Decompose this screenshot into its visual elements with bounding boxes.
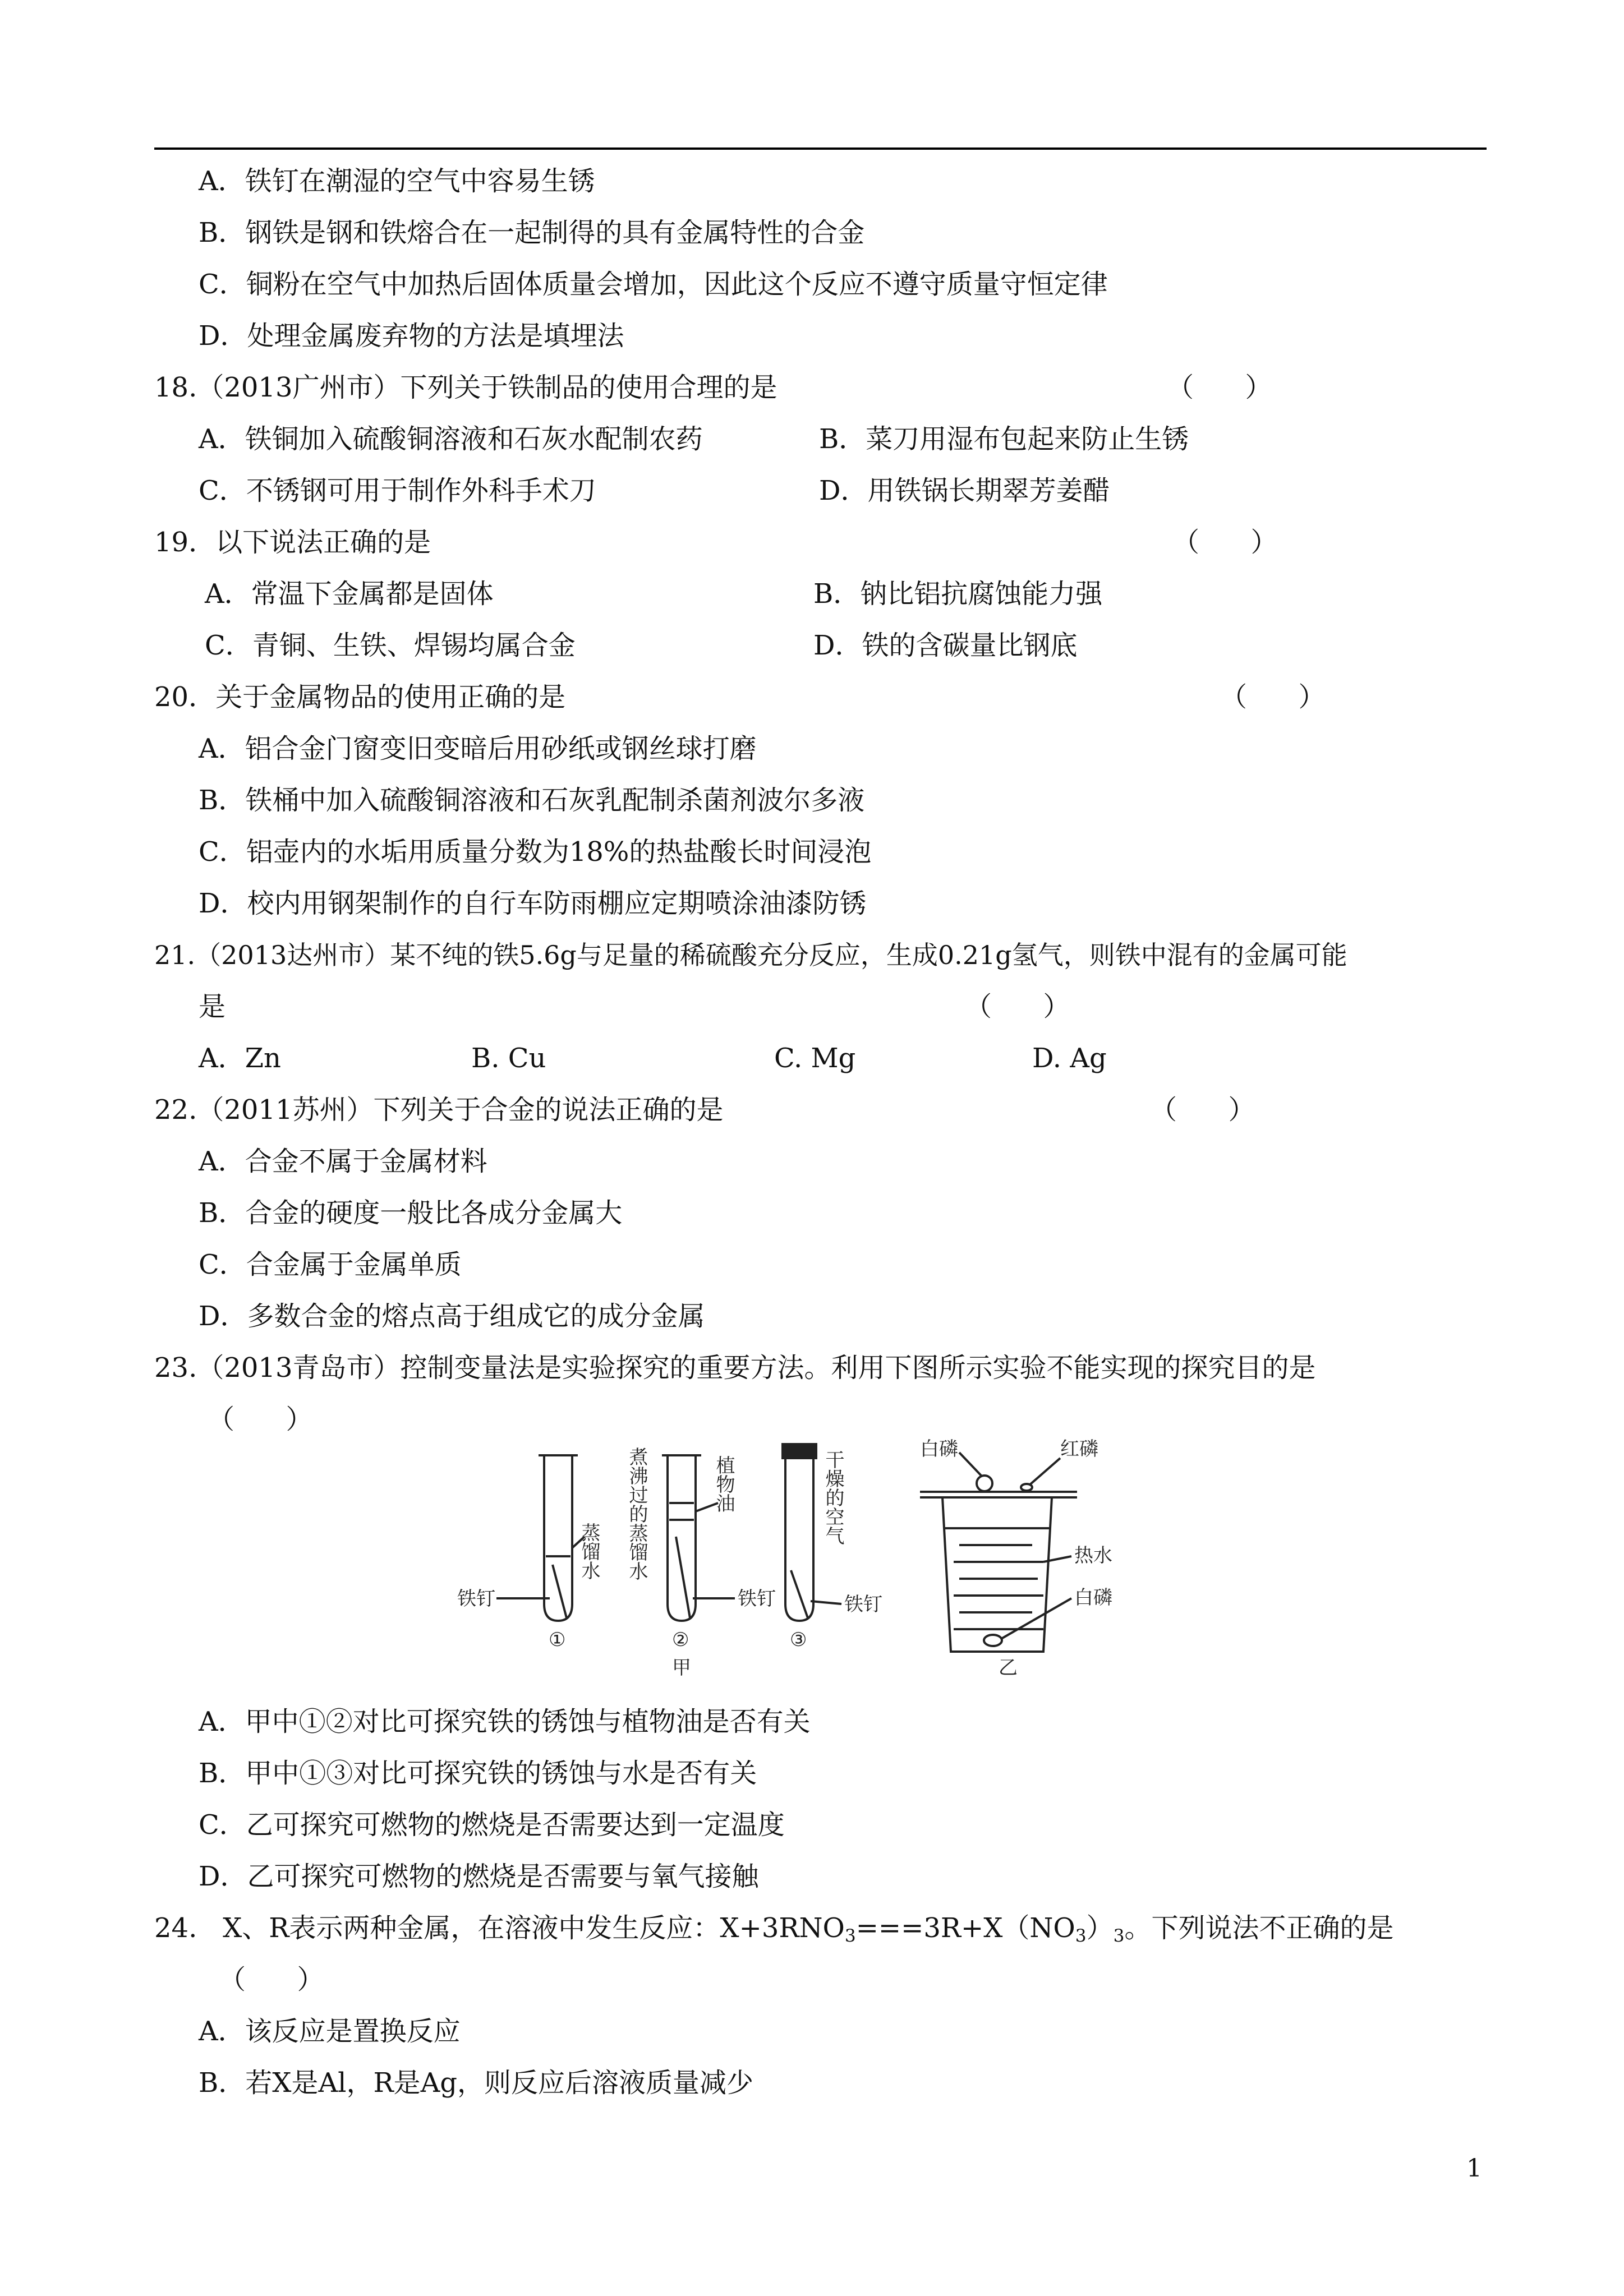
q18-option-a: A．铁铜加入硫酸铜溶液和石灰水配制农药 xyxy=(199,423,703,455)
q17-option-d: D．处理金属废弃物的方法是填埋法 xyxy=(199,320,624,352)
q23-option-c: C．乙可探究可燃物的燃烧是否需要达到一定温度 xyxy=(199,1809,785,1841)
q22-option-d: D．多数合金的熔点高于组成它的成分金属 xyxy=(199,1301,705,1332)
q21-stem-continued: 是 xyxy=(199,991,226,1022)
q17-option-b: B．钢铁是钢和铁熔合在一起制得的具有金属特性的合金 xyxy=(199,217,865,248)
q24-answer-paren: （ ） xyxy=(219,1964,324,1995)
q19-answer-paren: （ ） xyxy=(1172,527,1278,558)
q20-option-b: B．铁桶中加入硫酸铜溶液和石灰乳配制杀菌剂波尔多液 xyxy=(199,785,865,816)
q22-stem: 22.（2011苏州）下列关于合金的说法正确的是 xyxy=(154,1094,724,1126)
q20-answer-paren: （ ） xyxy=(1220,681,1326,713)
q18-option-b: B．菜刀用湿布包起来防止生锈 xyxy=(819,423,1189,455)
white-phosphorus-label-top: 白磷 xyxy=(920,1438,958,1460)
q17-option-c: C．铜粉在空气中加热后固体质量会增加，因此这个反应不遵守质量守恒定律 xyxy=(199,269,1108,300)
q22-answer-paren: （ ） xyxy=(1150,1094,1255,1126)
header-rule xyxy=(154,147,1487,150)
tube3-nail-label: 铁钉 xyxy=(844,1593,882,1616)
white-phosphorus-label-bottom: 白磷 xyxy=(1074,1587,1112,1609)
tube2-nail-label: 铁钉 xyxy=(738,1588,776,1610)
q20-option-c: C．铝壶内的水垢用质量分数为18%的热盐酸长时间浸泡 xyxy=(199,836,872,868)
q22-option-c: C．合金属于金属单质 xyxy=(199,1249,462,1280)
caption-jia: 甲 xyxy=(672,1657,691,1677)
red-phosphorus-label: 红磷 xyxy=(1060,1438,1098,1460)
q21-option-c: C. Mg xyxy=(774,1043,856,1074)
q19-option-d: D．铁的含碳量比钢底 xyxy=(813,630,1078,661)
tube1-liquid-label: 蒸馏水 xyxy=(578,1523,600,1580)
tube2-liquid-label: 煮沸过的蒸馏水 xyxy=(625,1447,648,1580)
q24-option-b: B．若X是Al，R是Ag，则反应后溶液质量减少 xyxy=(199,2067,753,2099)
iron-nail-3 xyxy=(791,1570,808,1618)
tube3-number: ③ xyxy=(790,1629,807,1651)
q18-option-c: C．不锈钢可用于制作外科手术刀 xyxy=(199,475,596,506)
q19-option-b: B．钠比铝抗腐蚀能力强 xyxy=(813,578,1103,610)
iron-nail-1 xyxy=(553,1565,567,1618)
q18-option-d: D．用铁锅长期翠芳姜醋 xyxy=(819,475,1110,506)
test-tube-2 xyxy=(668,1455,696,1621)
q23-option-a: A．甲中①②对比可探究铁的锈蚀与植物油是否有关 xyxy=(199,1706,811,1737)
q17-option-a: A．铁钉在潮湿的空气中容易生锈 xyxy=(199,165,595,197)
page-number: 1 xyxy=(1466,2154,1482,2183)
q23-stem: 23.（2013青岛市）控制变量法是实验探究的重要方法。利用下图所示实验不能实现的探究目的是 xyxy=(154,1352,1316,1384)
tube1-number: ① xyxy=(549,1629,566,1651)
tube3-air-label: 干燥的空气 xyxy=(822,1450,844,1545)
q18-stem: 18.（2013广州市）下列关于铁制品的使用合理的是 xyxy=(154,372,778,403)
q21-option-b: B. Cu xyxy=(471,1043,546,1074)
caption-yi: 乙 xyxy=(999,1657,1018,1677)
q19-option-a: A．常温下金属都是固体 xyxy=(205,578,494,610)
q20-stem: 20．关于金属物品的使用正确的是 xyxy=(154,681,566,713)
q19-option-c: C．青铜、生铁、焊锡均属合金 xyxy=(205,630,576,661)
tube2-oil-label: 植物油 xyxy=(712,1455,735,1513)
q20-option-d: D．校内用钢架制作的自行车防雨棚应定期喷涂油漆防锈 xyxy=(199,888,867,919)
tube2-number: ② xyxy=(672,1629,689,1651)
q23-answer-paren: （ ） xyxy=(208,1404,313,1435)
q22-option-b: B．合金的硬度一般比各成分金属大 xyxy=(199,1197,623,1229)
q21-answer-paren: （ ） xyxy=(965,991,1070,1022)
q23-option-b: B．甲中①③对比可探究铁的锈蚀与水是否有关 xyxy=(199,1758,757,1789)
q19-stem: 19．以下说法正确的是 xyxy=(154,527,431,558)
q24-option-a: A．该反应是置换反应 xyxy=(199,2016,461,2047)
tube1-nail-label: 铁钉 xyxy=(457,1588,495,1610)
test-tube-1 xyxy=(544,1455,572,1621)
q20-option-a: A．铝合金门窗变旧变暗后用砂纸或钢丝球打磨 xyxy=(199,733,757,764)
q23-option-d: D．乙可探究可燃物的燃烧是否需要与氧气接触 xyxy=(199,1861,759,1892)
q21-stem: 21.（2013达州市）某不纯的铁5.6g与足量的稀硫酸充分反应，生成0.21g氢气，则铁中混有的金属可能 xyxy=(154,940,1347,970)
q21-option-a: A．Zn xyxy=(199,1043,281,1074)
hot-water-label: 热水 xyxy=(1074,1545,1112,1567)
q21-option-d: D. Ag xyxy=(1032,1043,1107,1074)
q18-answer-paren: （ ） xyxy=(1167,372,1272,403)
iron-nail-2 xyxy=(676,1537,690,1618)
experiment-figure xyxy=(438,1436,1167,1677)
q22-option-a: A．合金不属于金属材料 xyxy=(199,1146,487,1177)
white-phosphorus-on-plate xyxy=(977,1476,992,1491)
white-phosphorus-in-water xyxy=(984,1635,1002,1646)
q24-stem: 24. X、R表示两种金属，在溶液中发生反应：$X+3RNO_3===3R+X(NO_3)_3$。下列说法不正确的是 xyxy=(154,1912,1394,1946)
